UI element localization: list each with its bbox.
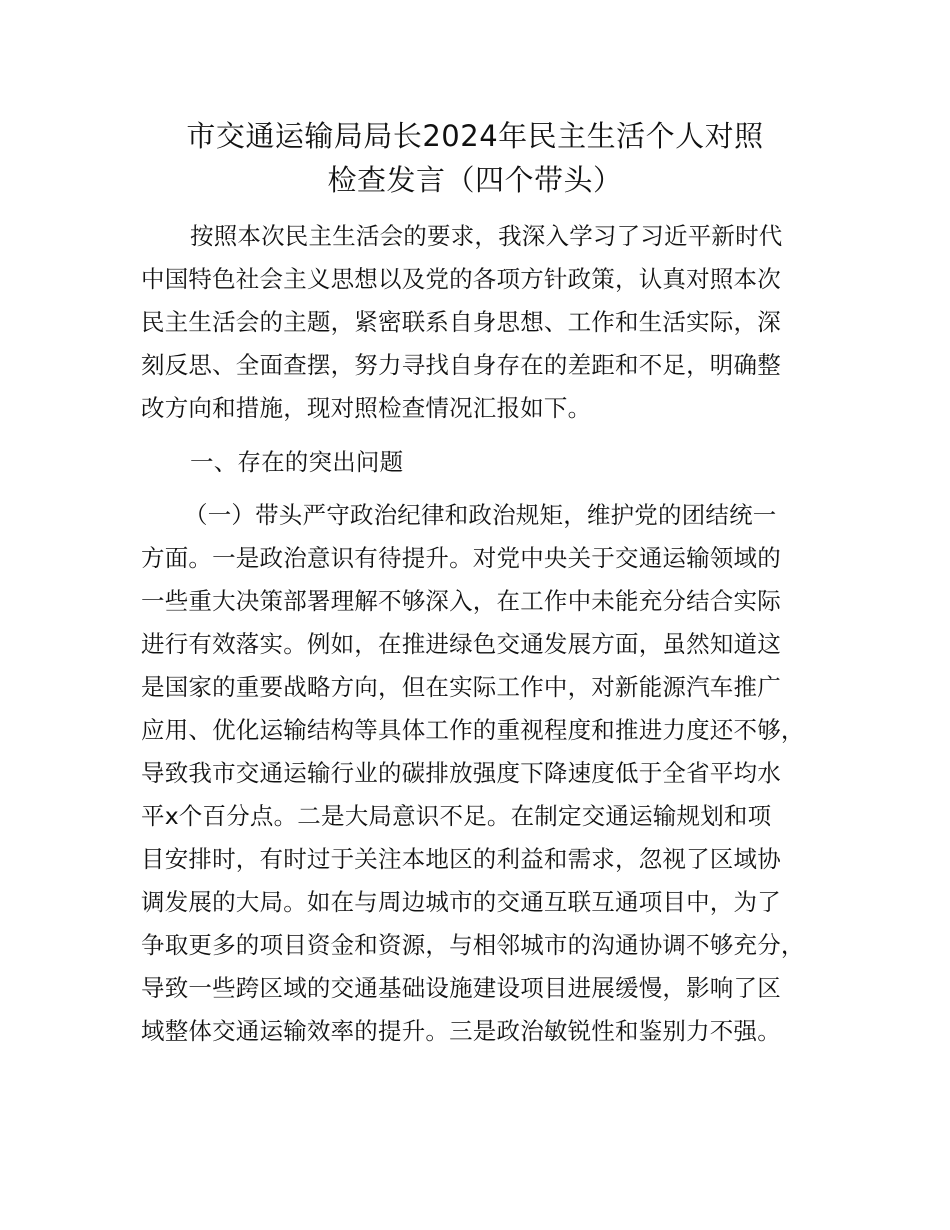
document-title-line-1: 市交通运输局局长2024年民主生活个人对照: [186, 119, 764, 153]
body-paragraph-line: 方面。一是政治意识有待提升。对党中央关于交通运输领域的: [141, 544, 781, 572]
section-heading: 一、存在的突出问题: [190, 448, 404, 476]
document-title-line-2: 检查发言（四个带头）: [327, 163, 623, 197]
body-paragraph-line: 是国家的重要战略方向，但在实际工作中，对新能源汽车推广: [141, 673, 781, 701]
body-paragraph-line: 平x个百分点。二是大局意识不足。在制定交通运输规划和项: [141, 802, 772, 830]
intro-paragraph-line: 民主生活会的主题，紧密联系自身思想、工作和生活实际，深: [141, 308, 781, 336]
body-paragraph-line: 域整体交通运输效率的提升。三是政治敏锐性和鉴别力不强。: [141, 1017, 781, 1045]
body-paragraph-line: 导致我市交通运输行业的碳排放强度下降速度低于全省平均水: [141, 759, 781, 787]
body-paragraph-line: 应用、优化运输结构等具体工作的重视程度和推进力度还不够，: [141, 716, 805, 744]
body-paragraph-line: 进行有效落实。例如，在推进绿色交通发展方面，虽然知道这: [141, 630, 781, 658]
intro-paragraph-line: 改方向和措施，现对照检查情况汇报如下。: [141, 394, 592, 422]
intro-paragraph-line: 刻反思、全面查摆，努力寻找自身存在的差距和不足，明确整: [141, 351, 781, 379]
body-paragraph-line: 一些重大决策部署理解不够深入，在工作中未能充分结合实际: [141, 587, 781, 615]
body-paragraph-line: 调发展的大局。如在与周边城市的交通互联互通项目中，为了: [141, 888, 781, 916]
body-paragraph-line: （一）带头严守政治纪律和政治规矩，维护党的团结统一: [184, 501, 777, 529]
body-paragraph-line: 争取更多的项目资金和资源，与相邻城市的沟通协调不够充分，: [141, 931, 805, 959]
intro-paragraph-line: 按照本次民主生活会的要求，我深入学习了习近平新时代: [190, 222, 783, 250]
intro-paragraph-line: 中国特色社会主义思想以及党的各项方针政策，认真对照本次: [141, 265, 781, 293]
body-paragraph-line: 目安排时，有时过于关注本地区的利益和需求，忽视了区域协: [141, 845, 781, 873]
body-paragraph-line: 导致一些跨区域的交通基础设施建设项目进展缓慢，影响了区: [141, 974, 781, 1002]
